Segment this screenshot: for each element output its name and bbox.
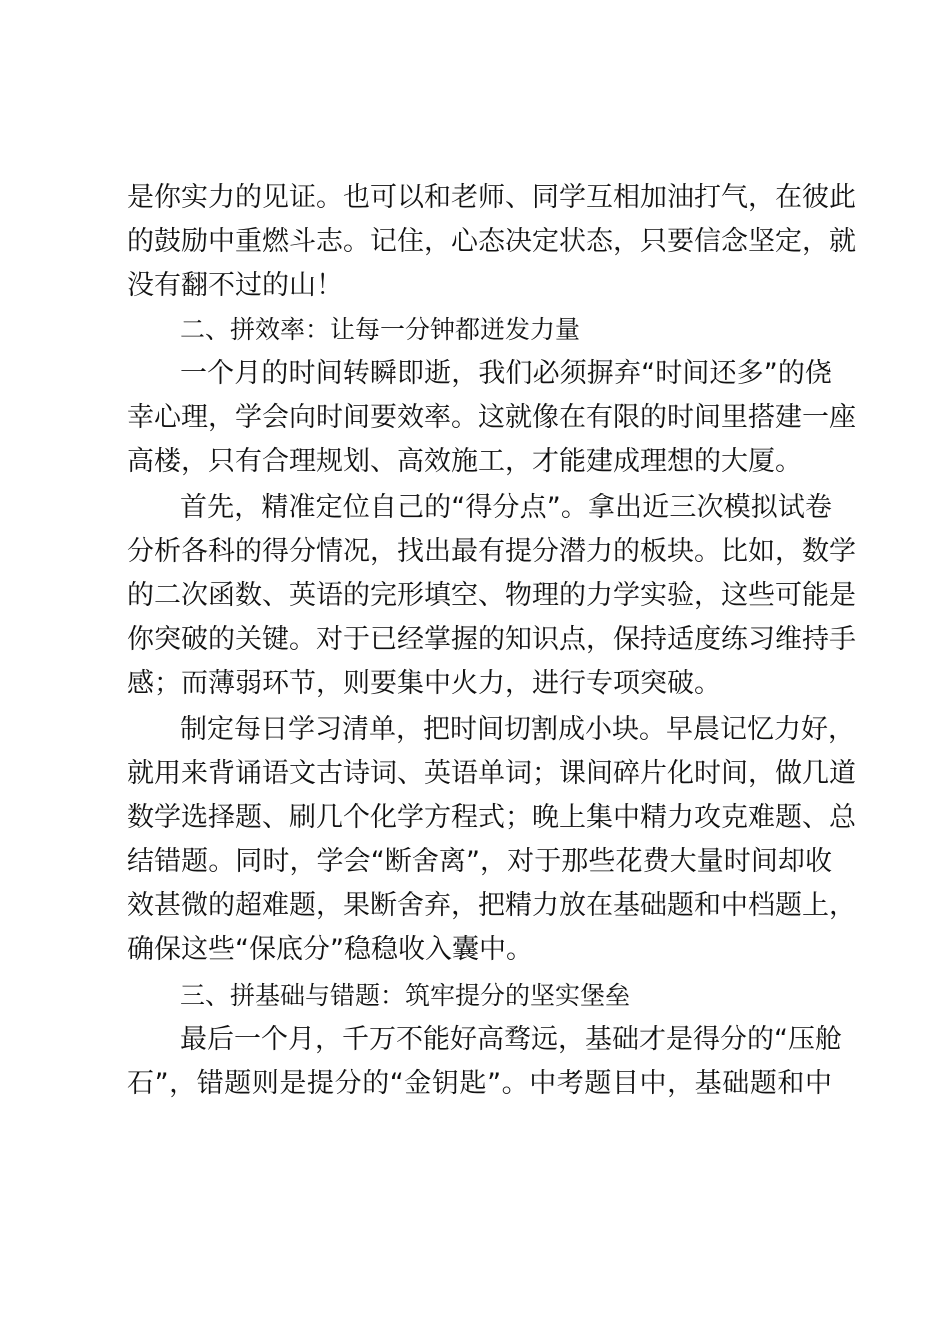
paragraph-line: 是你实力的见证。也可以和老师、同学互相加油打气，在彼此 bbox=[127, 182, 856, 213]
paragraph-line: 石”，错题则是提分的“金钥匙”。中考题目中，基础题和中 bbox=[127, 1068, 832, 1099]
paragraph-line: 确保这些“保底分”稳稳收入囊中。 bbox=[127, 934, 533, 965]
paragraph-line: 你突破的关键。对于已经掌握的知识点，保持适度练习维持手 bbox=[127, 624, 856, 655]
paragraph-line: 感；而薄弱环节，则要集中火力，进行专项突破。 bbox=[127, 668, 721, 699]
paragraph-line: 的鼓励中重燃斗志。记住，心态决定状态，只要信念坚定，就 bbox=[127, 226, 856, 257]
paragraph-line: 制定每日学习清单，把时间切割成小块。早晨记忆力好， bbox=[180, 714, 855, 745]
paragraph-line: 幸心理，学会向时间要效率。这就像在有限的时间里搭建一座 bbox=[127, 402, 856, 433]
paragraph-line: 就用来背诵语文古诗词、英语单词；课间碎片化时间，做几道 bbox=[127, 758, 856, 789]
paragraph-line: 分析各科的得分情况，找出最有提分潜力的板块。比如，数学 bbox=[127, 536, 856, 567]
paragraph-line: 结错题。同时，学会“断舍离”，对于那些花费大量时间却收 bbox=[127, 846, 832, 877]
paragraph-line: 首先，精准定位自己的“得分点”。拿出近三次模拟试卷 bbox=[180, 492, 832, 523]
section-heading-2: 二、拼效率：让每一分钟都迸发力量 bbox=[180, 315, 581, 344]
paragraph-line: 数学选择题、刷几个化学方程式；晚上集中精力攻克难题、总 bbox=[127, 802, 856, 833]
paragraph-line: 的二次函数、英语的完形填空、物理的力学实验，这些可能是 bbox=[127, 580, 856, 611]
paragraph-line: 一个月的时间转瞬即逝，我们必须摒弃“时间还多”的侥 bbox=[180, 358, 832, 389]
paragraph-line: 最后一个月，千万不能好高骛远，基础才是得分的“压舱 bbox=[180, 1024, 842, 1055]
section-heading-3: 三、拼基础与错题：筑牢提分的坚实堡垒 bbox=[180, 981, 631, 1010]
paragraph-line: 高楼，只有合理规划、高效施工，才能建成理想的大厦。 bbox=[127, 446, 802, 477]
paragraph-line: 没有翻不过的山！ bbox=[127, 270, 343, 301]
paragraph-line: 效甚微的超难题，果断舍弃，把精力放在基础题和中档题上， bbox=[127, 890, 856, 921]
